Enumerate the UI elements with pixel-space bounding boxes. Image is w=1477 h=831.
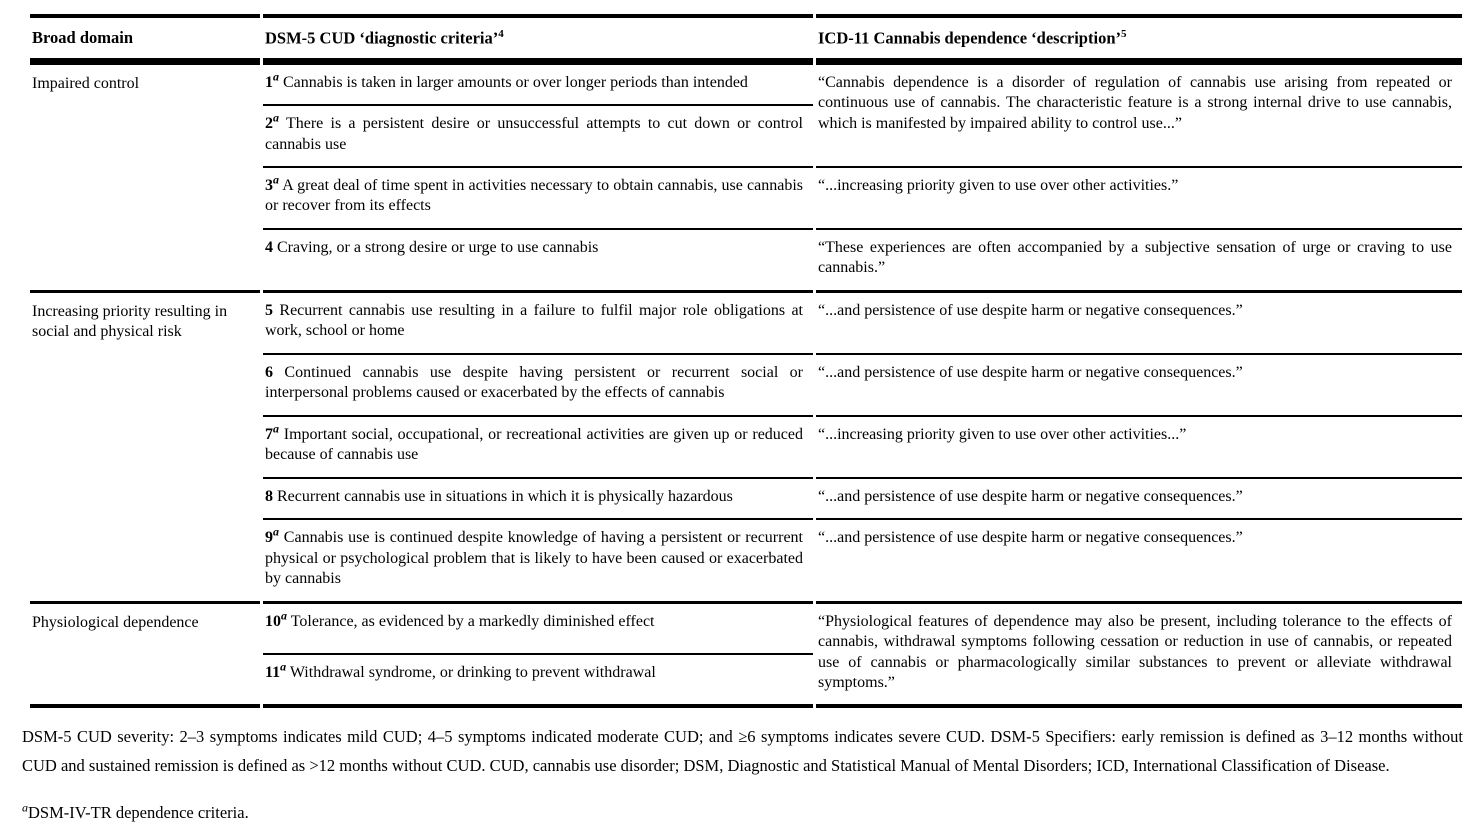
header-dsm5-label: DSM-5 CUD ‘diagnostic criteria’ bbox=[265, 28, 499, 48]
header-icd11-description bbox=[816, 14, 1462, 62]
icd-description-row-4: “These experiences are often accompanied by a subjective sensation of urge or craving to use cannabis.” bbox=[816, 228, 1462, 290]
criteria-comparison-table bbox=[27, 14, 1465, 708]
criterion-text: Recurrent cannabis use in situations in which it is physically hazardous bbox=[277, 487, 733, 505]
criterion-footnote-marker: a bbox=[280, 659, 287, 674]
header-broad-domain: Broad domain bbox=[30, 14, 260, 62]
criterion-text: Recurrent cannabis use resulting in a failure to fulfil major role obligations at work, school or home bbox=[265, 301, 803, 340]
icd-description-row-9: “...and persistence of use despite harm or negative consequences.” bbox=[816, 518, 1462, 600]
dsm-criterion-4 bbox=[263, 228, 813, 290]
header-icd11-label: ICD-11 Cannabis dependence ‘description’ bbox=[818, 28, 1121, 48]
criterion-text: Important social, occupational, or recreational activities are given up or reduced because of cannabis use bbox=[265, 425, 804, 464]
footnote-a-text: DSM-IV-TR dependence criteria. bbox=[28, 802, 249, 822]
footnote-general: DSM-5 CUD severity: 2–3 symptoms indicates mild CUD; 4–5 symptoms indicated moderate CUD; and ≥6 symptoms indicates severe CUD. DSM-5 Specifiers: early remission is defined as 3–12 months without CUD and sustained remission is defined as >12 months without CUD. CUD, cannabis use disorder; DSM, Diagnostic and Statistical Manual of Mental Disorders; ICD, International Classification of Disease. bbox=[22, 727, 1463, 776]
dsm-criterion-7 bbox=[263, 415, 813, 477]
icd-description-rows-1-2: “Cannabis dependence is a disorder of regulation of cannabis use arising from repeated or continuous use of cannabis. The characteristic feature is a strong internal drive to use cannabis, which is manifested by impaired ability to control use...” bbox=[816, 62, 1462, 166]
criterion-text: Cannabis use is continued despite knowledge of having a persistent or recurrent physical or psychological problem that is likely to have been caused or exacerbated by cannabis bbox=[265, 529, 803, 588]
criterion-text: Withdrawal syndrome, or drinking to prevent withdrawal bbox=[289, 663, 656, 681]
header-dsm5-criteria bbox=[263, 14, 813, 62]
table-row bbox=[30, 290, 1462, 353]
table-footnotes bbox=[22, 708, 1463, 822]
dsm-criterion-8 bbox=[263, 477, 813, 518]
domain-impaired-control: Impaired control bbox=[30, 62, 260, 290]
criterion-footnote-marker: a bbox=[273, 524, 279, 539]
domain-physiological-dependence: Physiological dependence bbox=[30, 601, 260, 709]
domain-increasing-priority: Increasing priority resulting in social and physical risk bbox=[30, 290, 260, 601]
criterion-text: A great deal of time spent in activities necessary to obtain cannabis, use cannabis or recover from its effects bbox=[265, 177, 803, 215]
criterion-number: 9 bbox=[265, 529, 273, 547]
icd-description-row-7: “...increasing priority given to use over other activities...” bbox=[816, 415, 1462, 477]
criterion-footnote-marker: a bbox=[273, 110, 279, 125]
icd-description-row-3: “...increasing priority given to use over other activities.” bbox=[816, 166, 1462, 228]
dsm-criterion-3 bbox=[263, 166, 813, 228]
table-row bbox=[30, 601, 1462, 653]
dsm-criterion-11 bbox=[263, 653, 813, 709]
dsm-criterion-2 bbox=[263, 104, 813, 166]
criterion-text: Craving, or a strong desire or urge to use cannabis bbox=[277, 238, 599, 256]
icd-description-row-6: “...and persistence of use despite harm or negative consequences.” bbox=[816, 353, 1462, 415]
criterion-number: 3 bbox=[265, 177, 273, 195]
icd-description-row-8: “...and persistence of use despite harm or negative consequences.” bbox=[816, 477, 1462, 518]
dsm-criterion-9 bbox=[263, 518, 813, 600]
header-row bbox=[30, 14, 1462, 62]
criterion-number: 2 bbox=[265, 115, 273, 133]
footnote-a-marker: a bbox=[22, 800, 28, 815]
criterion-number: 8 bbox=[265, 487, 273, 505]
criterion-number: 5 bbox=[265, 301, 273, 319]
criterion-number: 1 bbox=[265, 73, 273, 91]
criterion-footnote-marker: a bbox=[273, 172, 279, 187]
criterion-text: There is a persistent desire or unsuccessful attempts to cut down or control cannabis use bbox=[265, 115, 804, 153]
criterion-number: 11 bbox=[265, 663, 281, 681]
criterion-number: 4 bbox=[265, 238, 273, 256]
criterion-text: Cannabis is taken in larger amounts or over longer periods than intended bbox=[283, 73, 748, 91]
criterion-text: Tolerance, as evidenced by a markedly diminished effect bbox=[290, 612, 655, 630]
criterion-number: 10 bbox=[265, 612, 281, 630]
criterion-footnote-marker: a bbox=[273, 421, 279, 436]
criterion-footnote-marker: a bbox=[281, 608, 287, 623]
dsm-criterion-5 bbox=[263, 290, 813, 353]
dsm-criterion-1 bbox=[263, 62, 813, 104]
icd-description-rows-10-11: “Physiological features of dependence may also be present, including tolerance to the effects of cannabis, withdrawal symptoms following cessation or reduction in use of cannabis, or repeated use of cannabis or pharmacologically similar substances to prevent or alleviate withdrawal symptoms.” bbox=[816, 601, 1462, 709]
criterion-number: 6 bbox=[265, 363, 273, 381]
footnote-a bbox=[22, 800, 1463, 823]
header-dsm5-reference-sup: 4 bbox=[498, 28, 504, 40]
dsm-criterion-10 bbox=[263, 601, 813, 653]
dsm-criterion-6 bbox=[263, 353, 813, 415]
criterion-number: 7 bbox=[265, 425, 273, 443]
icd-description-row-5: “...and persistence of use despite harm or negative consequences.” bbox=[816, 290, 1462, 353]
header-icd11-reference-sup: 5 bbox=[1121, 28, 1127, 40]
table-row bbox=[30, 62, 1462, 104]
criterion-text: Continued cannabis use despite having persistent or recurrent social or interpersonal problems caused or exacerbated by the effects of cannabis bbox=[265, 363, 804, 402]
criterion-footnote-marker: a bbox=[273, 69, 279, 84]
